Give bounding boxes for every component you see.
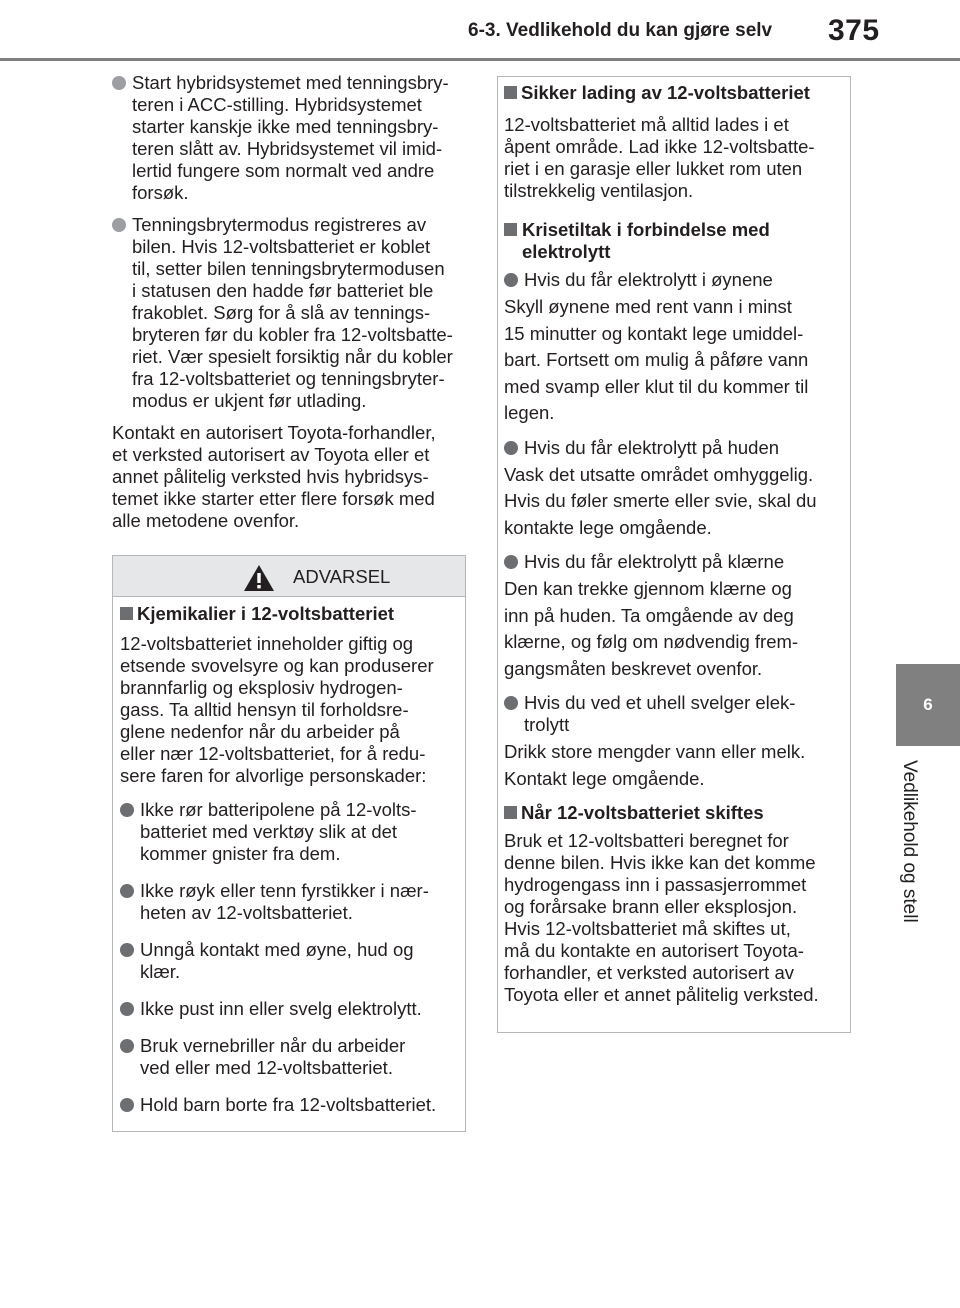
bullet-icon <box>120 1039 134 1053</box>
section-heading: Sikker lading av 12-voltsbatteriet <box>504 82 842 104</box>
body-paragraph: Kontakt en autorisert Toyota-forhandler, et verksted autorisert av Toyota eller et annet pålitelig verksted hvis hybridsys- temet ikke starter etter flere forsøk med alle metodene ovenfor. <box>112 422 436 531</box>
warning-subhead: Kjemikalier i 12-voltsbatteriet <box>120 603 458 625</box>
bullet-icon <box>120 884 134 898</box>
bullet-text: Tenningsbrytermodus registreres av bilen. Hvis 12-voltsbatteriet er koblet til, setter bilen tenningsbrytermodusen i statusen den hadde før batteriet ble frakoblet. Sørg for å slå av tennings- bryteren før du kobler fra 12-voltsbatte- riet. Vær spesielt forsiktig når du kobler fra 12-voltsbatteriet og tenningsbryter- modus er ukjent før utlading. <box>132 214 453 411</box>
warning-header <box>113 556 465 597</box>
warning-title: ADVARSEL <box>293 566 391 587</box>
page-number: 375 <box>828 14 880 47</box>
bullet-icon <box>504 441 518 455</box>
list-item: Hvis du får elektrolytt i øynene <box>504 269 842 291</box>
bullet-icon <box>112 218 126 232</box>
warning-intro: 12-voltsbatteriet inneholder giftig og etsende svovelsyre og kan produserer brannfarlig og eksplosiv hydrogen- gass. Ta alltid hensyn til forholdsre- glene nedenfor når du arbeider på eller nær 12-voltsbatteriet, for å redu- sere faren for alvorlige personskader: <box>120 633 434 786</box>
section-heading: Når 12-voltsbatteriet skiftes <box>504 802 842 824</box>
bullet-icon <box>120 803 134 817</box>
list-item: Unngå kontakt med øyne, hud og klær. <box>120 939 458 983</box>
list-item: Hvis du får elektrolytt på huden <box>504 437 842 459</box>
section-text: Skyll øynene med rent vann i minst 15 minutter og kontakt lege umiddel- bart. Fortsett om mulig å påføre vann med svamp eller klut til du kommer til legen. <box>504 296 809 423</box>
bullet-icon <box>504 273 518 287</box>
square-bullet-icon <box>504 223 517 236</box>
square-bullet-icon <box>504 86 517 99</box>
bullet-icon <box>504 555 518 569</box>
list-item <box>112 214 468 412</box>
section-heading: Krisetiltak i forbindelse med elektrolytt <box>504 219 842 263</box>
section-text: Bruk et 12-voltsbatteri beregnet for denne bilen. Hvis ikke kan det komme hydrogengass inn i passasjerrommet og forårsake brann eller eksplosjon. Hvis 12-voltsbatteriet må skiftes ut, må du kontakte en autorisert Toyota- forhandler, et verksted autorisert av Toyota eller et annet pålitelig verksted. <box>504 830 819 1005</box>
bullet-icon <box>120 943 134 957</box>
warning-icon <box>243 564 275 592</box>
section-title: 6-3. Vedlikehold du kan gjøre selv <box>468 20 773 41</box>
chapter-label <box>886 760 934 940</box>
bullet-icon <box>120 1098 134 1112</box>
warning-box <box>112 555 466 1132</box>
list-item: Ikke pust inn eller svelg elektrolytt. <box>120 998 458 1020</box>
list-item <box>112 72 468 204</box>
list-item: Hvis du får elektrolytt på klærne <box>504 551 842 573</box>
list-item: Hold barn borte fra 12-voltsbatteriet. <box>120 1094 458 1116</box>
bullet-icon <box>112 76 126 90</box>
section-text: Drikk store mengder vann eller melk. Kontakt lege omgående. <box>504 741 806 789</box>
list-item: Hvis du ved et uhell svelger elek- trolytt <box>504 692 842 736</box>
bullet-icon <box>504 696 518 710</box>
chapter-label-text: Vedlikehold og stell <box>899 760 920 923</box>
chapter-tab <box>896 664 960 746</box>
section-text: Den kan trekke gjennom klærne og inn på huden. Ta omgående av deg klærne, og følg om nødvendig frem- gangsmåten beskrevet ovenfor. <box>504 578 799 679</box>
square-bullet-icon <box>120 607 133 620</box>
bullet-icon <box>120 1002 134 1016</box>
list-item: Ikke røyk eller tenn fyrstikker i nær- heten av 12-voltsbatteriet. <box>120 880 458 924</box>
header-divider <box>0 58 960 61</box>
list-item: Bruk vernebriller når du arbeider ved eller med 12-voltsbatteriet. <box>120 1035 458 1079</box>
section-text: 12-voltsbatteriet må alltid lades i et åpent område. Lad ikke 12-voltsbatte- riet i en garasje eller lukket rom uten tilstrekkelig ventilasjon. <box>504 114 815 201</box>
bullet-text: Start hybridsystemet med tenningsbry- teren i ACC-stilling. Hybridsystemet starter kanskje ikke med tenningsbry- teren slått av. Hybridsystemet vil imid- lertid fungere som normalt ved andre forsøk. <box>132 72 449 203</box>
section-text: Vask det utsatte området omhyggelig. Hvis du føler smerte eller svie, skal du kontakte lege omgående. <box>504 463 817 538</box>
chapter-number: 6 <box>923 695 933 714</box>
list-item: Ikke rør batteripolene på 12-volts- batteriet med verktøy slik at det kommer gnister fra dem. <box>120 799 458 865</box>
info-box <box>497 76 851 1033</box>
square-bullet-icon <box>504 806 517 819</box>
left-column <box>112 72 468 532</box>
